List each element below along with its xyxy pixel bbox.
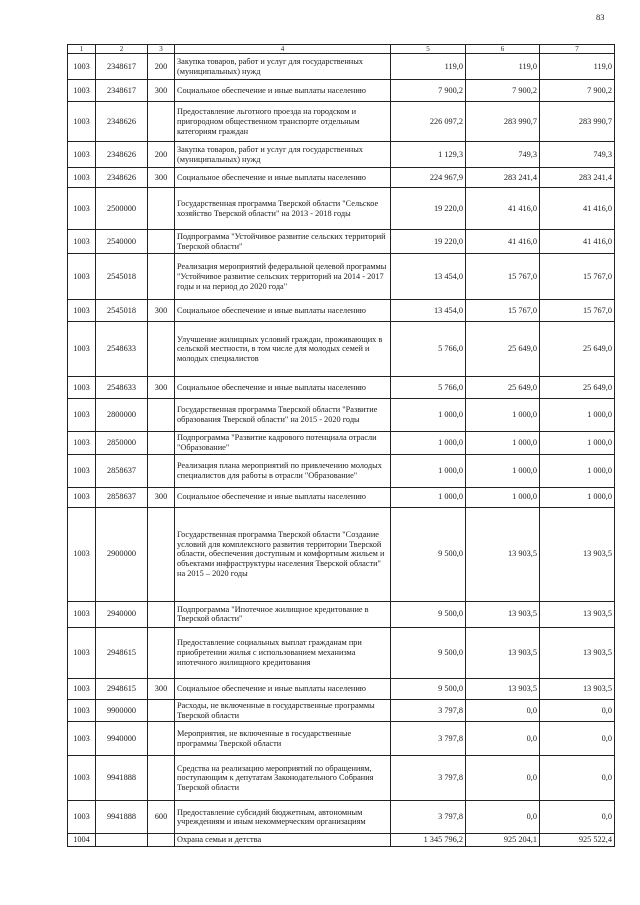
page-number: 83 <box>596 12 605 22</box>
target-item-cell: 9941888 <box>96 756 148 801</box>
amount-col5-cell: 3 797,8 <box>391 756 466 801</box>
amount-col6-cell: 25 649,0 <box>466 322 540 377</box>
target-item-cell: 2948615 <box>96 678 148 699</box>
target-item-cell: 2948615 <box>96 627 148 678</box>
expense-type-cell <box>148 254 175 300</box>
column-number: 1 <box>68 45 96 54</box>
amount-col7-cell: 925 522,4 <box>540 834 615 847</box>
expense-type-cell: 600 <box>148 801 175 834</box>
target-item-cell: 2545018 <box>96 254 148 300</box>
amount-col5-cell: 224 967,9 <box>391 168 466 188</box>
target-item-cell: 2548633 <box>96 377 148 399</box>
target-item-cell: 2548633 <box>96 322 148 377</box>
amount-col7-cell: 15 767,0 <box>540 254 615 300</box>
amount-col6-cell: 25 649,0 <box>466 377 540 399</box>
section-code-cell: 1003 <box>68 230 96 254</box>
item-name-cell: Мероприятия, не включенные в государственные программы Тверской области <box>175 722 391 756</box>
expense-type-cell: 300 <box>148 168 175 188</box>
table-row <box>68 254 615 300</box>
item-name-cell: Подпрограмма "Развитие кадрового потенциала отрасли "Образование" <box>175 432 391 455</box>
expense-type-cell <box>148 722 175 756</box>
amount-col5-cell: 1 000,0 <box>391 487 466 507</box>
section-code-cell: 1003 <box>68 801 96 834</box>
amount-col5-cell: 5 766,0 <box>391 377 466 399</box>
amount-col5-cell: 1 345 796,2 <box>391 834 466 847</box>
amount-col5-cell: 9 500,0 <box>391 627 466 678</box>
amount-col5-cell: 19 220,0 <box>391 188 466 230</box>
amount-col5-cell: 19 220,0 <box>391 230 466 254</box>
section-code-cell: 1003 <box>68 80 96 102</box>
table-row <box>68 432 615 455</box>
amount-col5-cell: 9 500,0 <box>391 507 466 601</box>
table-row <box>68 487 615 507</box>
expense-type-cell <box>148 454 175 487</box>
item-name-cell: Социальное обеспечение и иные выплаты населению <box>175 678 391 699</box>
amount-col7-cell: 0,0 <box>540 722 615 756</box>
item-name-cell: Социальное обеспечение и иные выплаты населению <box>175 80 391 102</box>
amount-col6-cell: 0,0 <box>466 756 540 801</box>
amount-col6-cell: 119,0 <box>466 54 540 80</box>
section-code-cell: 1003 <box>68 454 96 487</box>
amount-col6-cell: 1 000,0 <box>466 432 540 455</box>
expense-type-cell <box>148 699 175 722</box>
target-item-cell: 2540000 <box>96 230 148 254</box>
amount-col6-cell: 0,0 <box>466 801 540 834</box>
target-item-cell: 2545018 <box>96 300 148 322</box>
section-code-cell: 1003 <box>68 54 96 80</box>
section-code-cell: 1003 <box>68 300 96 322</box>
amount-col7-cell: 13 903,5 <box>540 678 615 699</box>
amount-col5-cell: 1 129,3 <box>391 142 466 168</box>
amount-col7-cell: 41 416,0 <box>540 230 615 254</box>
table-row <box>68 722 615 756</box>
amount-col6-cell: 283 241,4 <box>466 168 540 188</box>
section-code-cell: 1003 <box>68 432 96 455</box>
expense-type-cell <box>148 601 175 627</box>
section-code-cell: 1003 <box>68 487 96 507</box>
target-item-cell: 9941888 <box>96 801 148 834</box>
item-name-cell: Улучшение жилищных условий граждан, проживающих в сельской местности, в том числе для молодых семей и молодых специалистов <box>175 322 391 377</box>
amount-col5-cell: 119,0 <box>391 54 466 80</box>
item-name-cell: Закупка товаров, работ и услуг для государственных (муниципальных) нужд <box>175 54 391 80</box>
item-name-cell: Предоставление субсидий бюджетным, автономным учреждениям и иным некоммерческим организациям <box>175 801 391 834</box>
amount-col6-cell: 41 416,0 <box>466 188 540 230</box>
amount-col6-cell: 1 000,0 <box>466 487 540 507</box>
target-item-cell <box>96 834 148 847</box>
amount-col6-cell: 13 903,5 <box>466 601 540 627</box>
section-code-cell: 1003 <box>68 254 96 300</box>
target-item-cell: 2800000 <box>96 399 148 432</box>
target-item-cell: 2348626 <box>96 102 148 142</box>
item-name-cell: Подпрограмма "Устойчивое развитие сельских территорий Тверской области" <box>175 230 391 254</box>
amount-col6-cell: 749,3 <box>466 142 540 168</box>
section-code-cell: 1003 <box>68 188 96 230</box>
expense-type-cell: 300 <box>148 678 175 699</box>
expense-type-cell: 200 <box>148 54 175 80</box>
table-row <box>68 322 615 377</box>
amount-col7-cell: 15 767,0 <box>540 300 615 322</box>
expense-type-cell <box>148 756 175 801</box>
table-row <box>68 102 615 142</box>
column-number: 4 <box>175 45 391 54</box>
expense-type-cell: 200 <box>148 142 175 168</box>
expense-type-cell <box>148 322 175 377</box>
section-code-cell: 1003 <box>68 756 96 801</box>
column-number-row <box>68 45 615 54</box>
item-name-cell: Средства на реализацию мероприятий по обращениям, поступающим к депутатам Законодательного Собрания Тверской области <box>175 756 391 801</box>
expense-type-cell: 300 <box>148 80 175 102</box>
amount-col7-cell: 7 900,2 <box>540 80 615 102</box>
item-name-cell: Предоставление льготного проезда на городском и пригородном общественном транспорте отдельным категориям граждан <box>175 102 391 142</box>
table-row <box>68 168 615 188</box>
amount-col6-cell: 13 903,5 <box>466 507 540 601</box>
target-item-cell: 9940000 <box>96 722 148 756</box>
amount-col7-cell: 25 649,0 <box>540 377 615 399</box>
table-row <box>68 142 615 168</box>
table-row <box>68 834 615 847</box>
expense-type-cell: 300 <box>148 300 175 322</box>
amount-col5-cell: 5 766,0 <box>391 322 466 377</box>
amount-col6-cell: 925 204,1 <box>466 834 540 847</box>
section-code-cell: 1004 <box>68 834 96 847</box>
table-row <box>68 300 615 322</box>
target-item-cell: 2348617 <box>96 80 148 102</box>
amount-col7-cell: 283 990,7 <box>540 102 615 142</box>
amount-col5-cell: 3 797,8 <box>391 801 466 834</box>
target-item-cell: 2348626 <box>96 168 148 188</box>
section-code-cell: 1003 <box>68 168 96 188</box>
target-item-cell: 2858637 <box>96 454 148 487</box>
amount-col6-cell: 283 990,7 <box>466 102 540 142</box>
amount-col5-cell: 7 900,2 <box>391 80 466 102</box>
column-number: 6 <box>466 45 540 54</box>
expense-type-cell: 300 <box>148 487 175 507</box>
amount-col7-cell: 283 241,4 <box>540 168 615 188</box>
table-row <box>68 188 615 230</box>
amount-col5-cell: 1 000,0 <box>391 432 466 455</box>
table-row <box>68 601 615 627</box>
amount-col7-cell: 13 903,5 <box>540 601 615 627</box>
item-name-cell: Социальное обеспечение и иные выплаты населению <box>175 487 391 507</box>
budget-table <box>67 44 615 847</box>
target-item-cell: 2850000 <box>96 432 148 455</box>
amount-col5-cell: 9 500,0 <box>391 678 466 699</box>
amount-col6-cell: 7 900,2 <box>466 80 540 102</box>
amount-col7-cell: 0,0 <box>540 801 615 834</box>
expense-type-cell <box>148 834 175 847</box>
amount-col6-cell: 41 416,0 <box>466 230 540 254</box>
section-code-cell: 1003 <box>68 627 96 678</box>
expense-type-cell <box>148 188 175 230</box>
amount-col7-cell: 749,3 <box>540 142 615 168</box>
amount-col5-cell: 13 454,0 <box>391 300 466 322</box>
table-row <box>68 454 615 487</box>
item-name-cell: Государственная программа Тверской области "Создание условий для комплексного развития территории Тверской области, обеспечения доступным и комфортным жильем и объектами инфраструктуры населения Тверской области" на 2015 – 2020 годы <box>175 507 391 601</box>
item-name-cell: Государственная программа Тверской области "Развитие образования Тверской области" на 2015 - 2020 годы <box>175 399 391 432</box>
expense-type-cell <box>148 102 175 142</box>
table-row <box>68 678 615 699</box>
amount-col7-cell: 25 649,0 <box>540 322 615 377</box>
amount-col6-cell: 1 000,0 <box>466 399 540 432</box>
expense-type-cell <box>148 627 175 678</box>
target-item-cell: 2348626 <box>96 142 148 168</box>
target-item-cell: 2940000 <box>96 601 148 627</box>
target-item-cell: 2858637 <box>96 487 148 507</box>
item-name-cell: Реализация мероприятий федеральной целевой программы "Устойчивое развитие сельских территорий на 2014 - 2017 годы и на период до 2020 года" <box>175 254 391 300</box>
table-row <box>68 801 615 834</box>
amount-col7-cell: 1 000,0 <box>540 399 615 432</box>
amount-col5-cell: 226 097,2 <box>391 102 466 142</box>
table-row <box>68 627 615 678</box>
amount-col7-cell: 1 000,0 <box>540 432 615 455</box>
amount-col7-cell: 1 000,0 <box>540 487 615 507</box>
item-name-cell: Охрана семьи и детства <box>175 834 391 847</box>
table-row <box>68 80 615 102</box>
amount-col6-cell: 13 903,5 <box>466 678 540 699</box>
amount-col7-cell: 0,0 <box>540 699 615 722</box>
item-name-cell: Социальное обеспечение и иные выплаты населению <box>175 300 391 322</box>
amount-col6-cell: 13 903,5 <box>466 627 540 678</box>
amount-col5-cell: 3 797,8 <box>391 699 466 722</box>
section-code-cell: 1003 <box>68 322 96 377</box>
amount-col7-cell: 0,0 <box>540 756 615 801</box>
amount-col5-cell: 9 500,0 <box>391 601 466 627</box>
column-number: 3 <box>148 45 175 54</box>
item-name-cell: Расходы, не включенные в государственные программы Тверской области <box>175 699 391 722</box>
amount-col6-cell: 1 000,0 <box>466 454 540 487</box>
target-item-cell: 2500000 <box>96 188 148 230</box>
target-item-cell: 9900000 <box>96 699 148 722</box>
section-code-cell: 1003 <box>68 507 96 601</box>
expense-type-cell <box>148 399 175 432</box>
column-number: 7 <box>540 45 615 54</box>
item-name-cell: Предоставление социальных выплат гражданам при приобретении жилья с использованием механизма ипотечного жилищного кредитования <box>175 627 391 678</box>
section-code-cell: 1003 <box>68 722 96 756</box>
amount-col6-cell: 15 767,0 <box>466 254 540 300</box>
amount-col7-cell: 1 000,0 <box>540 454 615 487</box>
amount-col5-cell: 3 797,8 <box>391 722 466 756</box>
expense-type-cell: 300 <box>148 377 175 399</box>
expense-type-cell <box>148 432 175 455</box>
table-row <box>68 507 615 601</box>
amount-col6-cell: 15 767,0 <box>466 300 540 322</box>
amount-col7-cell: 119,0 <box>540 54 615 80</box>
amount-col5-cell: 13 454,0 <box>391 254 466 300</box>
target-item-cell: 2900000 <box>96 507 148 601</box>
expense-type-cell <box>148 230 175 254</box>
section-code-cell: 1003 <box>68 399 96 432</box>
table-row <box>68 756 615 801</box>
section-code-cell: 1003 <box>68 102 96 142</box>
item-name-cell: Закупка товаров, работ и услуг для государственных (муниципальных) нужд <box>175 142 391 168</box>
table-row <box>68 377 615 399</box>
item-name-cell: Реализация плана мероприятий по привлечению молодых специалистов для работы в отрасли "Образование" <box>175 454 391 487</box>
item-name-cell: Социальное обеспечение и иные выплаты населению <box>175 377 391 399</box>
amount-col6-cell: 0,0 <box>466 722 540 756</box>
section-code-cell: 1003 <box>68 678 96 699</box>
table-row <box>68 230 615 254</box>
item-name-cell: Социальное обеспечение и иные выплаты населению <box>175 168 391 188</box>
table-row <box>68 699 615 722</box>
amount-col5-cell: 1 000,0 <box>391 399 466 432</box>
section-code-cell: 1003 <box>68 142 96 168</box>
amount-col5-cell: 1 000,0 <box>391 454 466 487</box>
item-name-cell: Подпрограмма "Ипотечное жилищное кредитование в Тверской области" <box>175 601 391 627</box>
amount-col7-cell: 13 903,5 <box>540 627 615 678</box>
expense-type-cell <box>148 507 175 601</box>
column-number: 5 <box>391 45 466 54</box>
amount-col6-cell: 0,0 <box>466 699 540 722</box>
table-row <box>68 399 615 432</box>
section-code-cell: 1003 <box>68 699 96 722</box>
amount-col7-cell: 41 416,0 <box>540 188 615 230</box>
section-code-cell: 1003 <box>68 377 96 399</box>
section-code-cell: 1003 <box>68 601 96 627</box>
item-name-cell: Государственная программа Тверской области "Сельское хозяйство Тверской области" на 2013 - 2018 годы <box>175 188 391 230</box>
amount-col7-cell: 13 903,5 <box>540 507 615 601</box>
target-item-cell: 2348617 <box>96 54 148 80</box>
table-row <box>68 54 615 80</box>
column-number: 2 <box>96 45 148 54</box>
